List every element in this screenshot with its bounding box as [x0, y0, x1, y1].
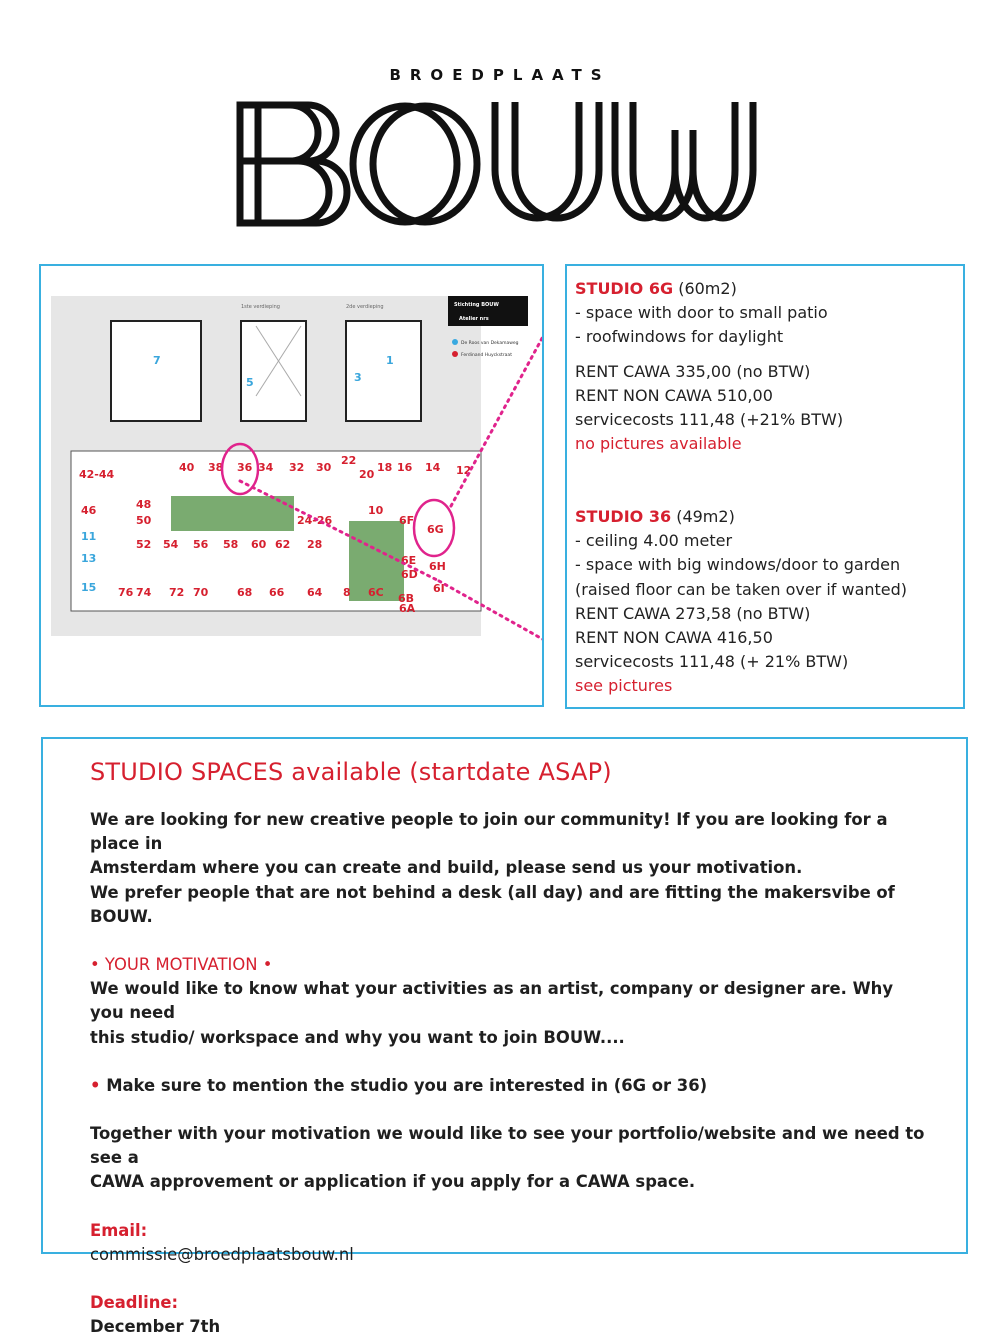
portfolio-text: Together with your motivation we would like to see your portfolio/website and we need to see a — [90, 1124, 925, 1168]
room-label: 13 — [81, 552, 97, 565]
room-label: 64 — [307, 586, 323, 599]
room-label: 6I — [433, 582, 445, 595]
deadline-label: Deadline: — [90, 1293, 179, 1313]
room-label: 46 — [81, 504, 97, 517]
studio-36-info — [575, 505, 960, 699]
room-label: 56 — [193, 538, 209, 551]
room-label: 7 — [153, 354, 161, 367]
room-label: 16 — [397, 461, 413, 474]
motivation-heading: • YOUR MOTIVATION • — [90, 955, 273, 975]
announcement-content — [90, 754, 930, 1339]
room-label: 58 — [223, 538, 239, 551]
room-label: 76 — [118, 586, 134, 599]
floor-label-2: 2de verdieping — [346, 304, 384, 310]
intro-text: Amsterdam where you can create and build, please send us your motivation. — [90, 858, 803, 878]
studio-36-title: STUDIO 36 — [575, 507, 672, 526]
see-pictures-link[interactable]: see pictures — [575, 676, 673, 696]
room-label: 20 — [359, 468, 375, 481]
email-label: Email: — [90, 1220, 148, 1240]
studio-36-rent-cawa: RENT CAWA 273,58 (no BTW) — [575, 603, 811, 623]
room-label: 66 — [269, 586, 285, 599]
room-label: 6F — [399, 514, 415, 527]
floorplan-map — [41, 266, 542, 705]
studio-6g-info — [575, 277, 960, 456]
room-label: 8 — [343, 586, 351, 599]
studio-6g-servicecosts: servicecosts 111,48 (+21% BTW) — [575, 410, 844, 430]
studio-6g-title: STUDIO 6G — [575, 279, 674, 298]
room-label: 6H — [429, 560, 446, 573]
bouw-logo — [220, 90, 780, 230]
room-label: 36 — [237, 461, 253, 474]
logo-tagline: BROEDPLAATS — [389, 66, 611, 84]
portfolio-text: CAWA approvement or application if you apply for a CAWA space. — [90, 1172, 696, 1192]
room-label: 22 — [341, 454, 357, 467]
legend-item: De Roos van Dekamaweg — [461, 341, 519, 346]
room-label: 42-44 — [79, 468, 115, 481]
studio-6g-size: (60m2) — [678, 279, 737, 298]
motivation-text: We would like to know what your activities as an artist, company or designer are. Why you need — [90, 979, 894, 1023]
room-label: 74 — [136, 586, 152, 599]
room-label: 34 — [258, 461, 274, 474]
bullet: • — [90, 1075, 101, 1095]
deadline-value: December 7th — [90, 1317, 221, 1337]
room-label: 38 — [208, 461, 224, 474]
legend-subtitle: Atelier nrs — [459, 316, 489, 322]
studio-6g-rent-cawa: RENT CAWA 335,00 (no BTW) — [575, 361, 811, 381]
room-label: 14 — [425, 461, 441, 474]
room-label: 52 — [136, 538, 152, 551]
studio-36-feature: - ceiling 4.00 meter — [575, 531, 733, 551]
intro-text: We prefer people that are not behind a desk (all day) and are fitting the makersvibe of BOUW. — [90, 882, 895, 926]
room-label: 3 — [354, 371, 362, 384]
studio-6g-rent-non-cawa: RENT NON CAWA 510,00 — [575, 385, 773, 405]
room-label: 5 — [246, 376, 254, 389]
room-label: 18 — [377, 461, 393, 474]
room-label: 40 — [179, 461, 195, 474]
motivation-text: this studio/ workspace and why you want to join BOUW.... — [90, 1027, 625, 1047]
floor-label-1: 1ste verdieping — [241, 304, 280, 310]
room-label: 6D — [401, 568, 418, 581]
room-label: 62 — [275, 538, 291, 551]
room-label: 50 — [136, 514, 152, 527]
room-label: 32 — [289, 461, 305, 474]
room-label: 6A — [399, 602, 416, 615]
studio-36-rent-non-cawa: RENT NON CAWA 416,50 — [575, 628, 773, 648]
room-label: 6E — [401, 554, 417, 567]
room-label: 70 — [193, 586, 209, 599]
room-label: 12 — [456, 464, 472, 477]
room-label: 60 — [251, 538, 267, 551]
studio-6g-feature: - space with door to small patio — [575, 303, 828, 323]
studio-36-size: (49m2) — [676, 507, 735, 526]
room-label: 54 — [163, 538, 179, 551]
floorplan-panel — [39, 264, 544, 707]
room-label: 6C — [368, 586, 384, 599]
legend-item: Ferdinand Huyckstraat — [461, 353, 512, 358]
mention-text: Make sure to mention the studio you are interested in (6G or 36) — [100, 1075, 708, 1095]
room-label: 30 — [316, 461, 332, 474]
room-label: 68 — [237, 586, 253, 599]
legend-title: Stichting BOUW — [454, 302, 499, 308]
room-label: 6B — [398, 592, 415, 605]
email-link[interactable]: commissie@broedplaatsbouw.nl — [90, 1244, 354, 1264]
announcement-heading: STUDIO SPACES available (startdate ASAP) — [90, 758, 612, 786]
studio-36-servicecosts: servicecosts 111,48 (+ 21% BTW) — [575, 652, 849, 672]
room-label: 11 — [81, 530, 97, 543]
room-label: 15 — [81, 581, 97, 594]
studio-36-feature: (raised floor can be taken over if wanted) — [575, 579, 908, 599]
room-label: 24-26 — [297, 514, 333, 527]
room-label: 72 — [169, 586, 185, 599]
studio-36-feature: - space with big windows/door to garden — [575, 555, 901, 575]
studio-6g-feature: - roofwindows for daylight — [575, 327, 784, 347]
room-label: 1 — [386, 354, 394, 367]
intro-text: We are looking for new creative people to join our community! If you are looking for a place in — [90, 810, 888, 854]
room-label: 6G — [427, 523, 444, 536]
room-label: 10 — [368, 504, 384, 517]
studio-6g-note: no pictures available — [575, 434, 742, 454]
mention-line — [90, 1074, 930, 1098]
room-label: 48 — [136, 498, 152, 511]
room-label: 28 — [307, 538, 323, 551]
